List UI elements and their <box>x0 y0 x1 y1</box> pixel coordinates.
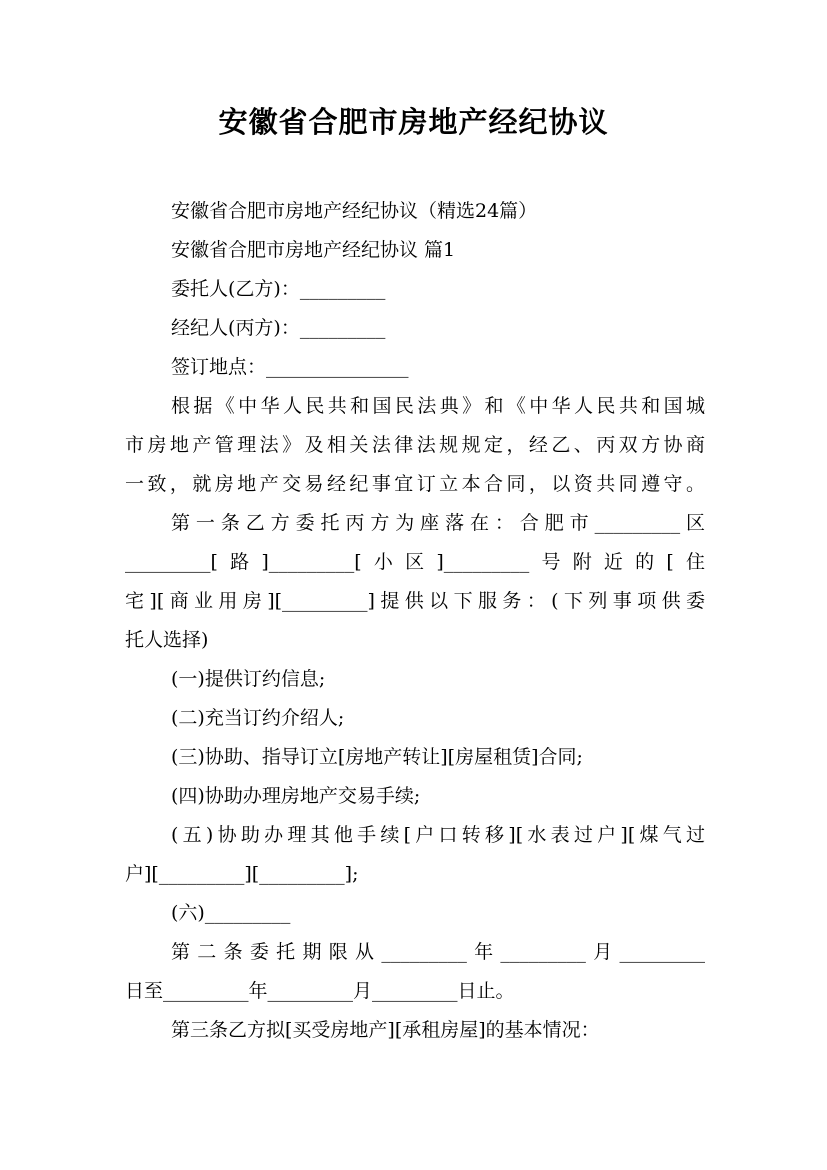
article-3-line: 第三条乙方拟[买受房地产][承租房屋]的基本情况： <box>171 1019 600 1041</box>
paragraph-line: 市房地产管理法》及相关法律法规规定，经乙、丙双方协商 <box>125 434 705 456</box>
agent-line: 经纪人(丙方)：_________ <box>171 317 386 339</box>
service-item: (五)协助办理其他手续[户口转移][水表过户][煤气过 <box>171 824 705 846</box>
service-item: (三)协助、指导订立[房地产转让][房屋租赁]合同; <box>171 746 583 768</box>
service-item: (二)充当订约介绍人; <box>171 707 345 729</box>
article-1-line: 第一条乙方委托丙方为座落在：合肥市_________区 <box>171 512 705 534</box>
document-body <box>125 192 705 1050</box>
principal-line: 委托人(乙方)：_________ <box>171 278 386 300</box>
article-1-line: 托人选择) <box>125 629 209 651</box>
article-2-line: 日至_________年_________月_________日止。 <box>125 980 515 1002</box>
signing-place-line: 签订地点：_______________ <box>171 356 409 378</box>
article-2-line: 第二条委托期限从_________年_________月_________ <box>171 941 705 963</box>
document-title: 安徽省合肥市房地产经纪协议 <box>218 105 609 139</box>
service-item: (四)协助办理房地产交易手续; <box>171 785 421 807</box>
service-item: (六)_________ <box>171 902 291 924</box>
paragraph-line: 根据《中华人民共和国民法典》和《中华人民共和国城 <box>171 395 705 417</box>
service-item: (一)提供订约信息; <box>171 668 326 690</box>
section-heading: 安徽省合肥市房地产经纪协议 篇1 <box>171 239 456 261</box>
article-1-line: 宅][商业用房][_________]提供以下服务：(下列事项供委 <box>125 590 705 612</box>
article-1-line: _________[路]_________[小区]_________号附近的[住 <box>125 551 705 573</box>
service-item-continued: 户][_________][_________]; <box>125 863 359 885</box>
subtitle-line: 安徽省合肥市房地产经纪协议（精选24篇） <box>171 200 538 222</box>
paragraph-line: 一致，就房地产交易经纪事宜订立本合同，以资共同遵守。 <box>125 473 705 495</box>
